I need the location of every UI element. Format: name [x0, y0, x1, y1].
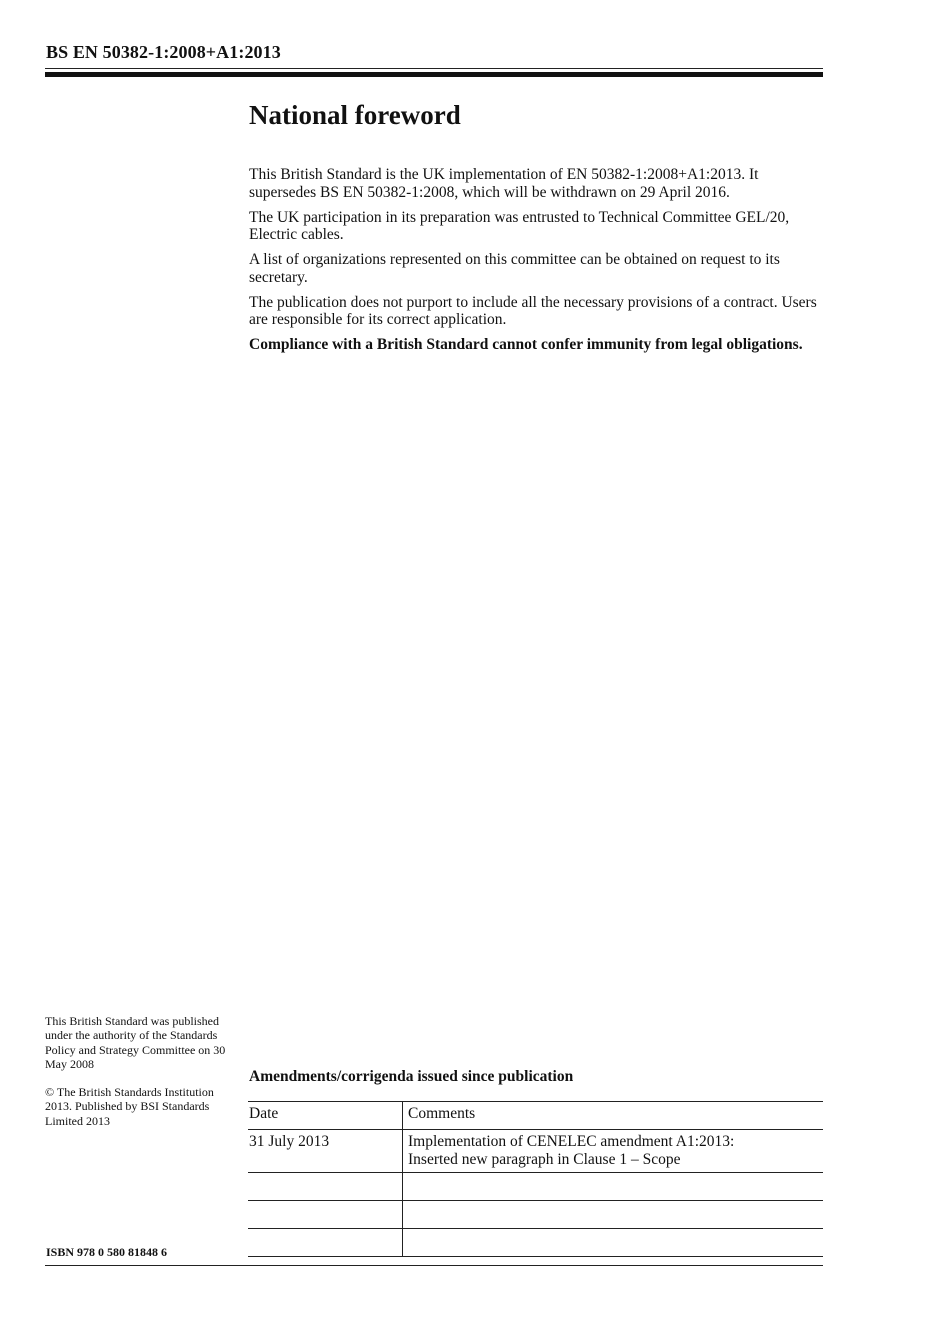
- empty-cell: [403, 1173, 824, 1201]
- amendment-date: 31 July 2013: [248, 1130, 403, 1173]
- document-code: BS EN 50382-1:2008+A1:2013: [46, 42, 281, 62]
- empty-cell: [248, 1229, 403, 1257]
- isbn: ISBN 978 0 580 81848 6: [46, 1245, 168, 1259]
- amendments-heading: Amendments/corrigenda issued since publication: [249, 1068, 574, 1085]
- footer-rule: [45, 1265, 823, 1266]
- empty-cell: [403, 1201, 824, 1229]
- amendments-table: [248, 1101, 823, 1257]
- amendment-comment-line: Implementation of CENELEC amendment A1:2013:: [408, 1133, 735, 1150]
- paragraph-committee: The UK participation in its preparation was entrusted to Technical Committee GEL/20, Electric cables.: [249, 208, 790, 243]
- paragraph-organizations: A list of organizations represented on this committee can be obtained on request to its secretary.: [249, 251, 780, 286]
- page-title: National foreword: [249, 100, 461, 130]
- table-row-empty: [248, 1173, 823, 1201]
- header-rule-thin: [45, 68, 823, 69]
- amendment-comment: [403, 1130, 824, 1173]
- column-header-date: Date: [248, 1102, 403, 1130]
- empty-cell: [248, 1173, 403, 1201]
- paragraph-provisions: The publication does not purport to include all the necessary provisions of a contract. Users are responsible for its correct application.: [249, 293, 817, 328]
- compliance-note: Compliance with a British Standard cannot confer immunity from legal obligations.: [249, 336, 803, 353]
- amendment-comment-line: Inserted new paragraph in Clause 1 – Scope: [408, 1150, 681, 1168]
- empty-cell: [248, 1201, 403, 1229]
- paragraph-implementation: This British Standard is the UK implementation of EN 50382-1:2008+A1:2013. It supersedes BS EN 50382-1:2008, which will be withdrawn on 29 April 2016.: [249, 166, 759, 201]
- table-header-row: [248, 1102, 823, 1130]
- copyright-text: © The British Standards Institution 2013. Published by BSI Standards Limited 2013: [45, 1085, 214, 1128]
- header-rule-thick: [45, 72, 823, 77]
- publication-side-note: [45, 1014, 230, 1142]
- table-row-empty: [248, 1229, 823, 1257]
- table-row-empty: [248, 1201, 823, 1229]
- foreword-body: [249, 166, 829, 361]
- column-header-comments: Comments: [403, 1102, 824, 1130]
- table-row: [248, 1130, 823, 1173]
- empty-cell: [403, 1229, 824, 1257]
- publication-authority-text: This British Standard was published under the authority of the Standards Policy and Strategy Committee on 30 May 2008: [45, 1014, 226, 1071]
